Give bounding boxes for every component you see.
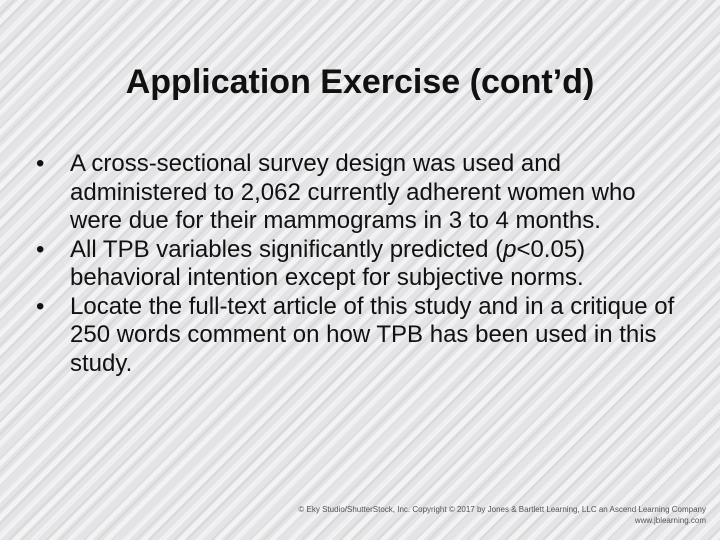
bullet-text: All TPB variables significantly predicted ( bbox=[70, 235, 504, 263]
bullet-italic-text: p bbox=[503, 235, 517, 263]
bullet-item-1 bbox=[36, 150, 686, 236]
bullet-list bbox=[36, 150, 686, 378]
copyright-notice bbox=[186, 504, 706, 526]
bullet-text-continued: <0.05) behavioral intention except for subjective norms. bbox=[70, 235, 586, 291]
bullet-marker: • bbox=[36, 150, 45, 177]
publisher-url: www.jblearning.com bbox=[634, 516, 706, 525]
bullet-text: Locate the full-text article of this study and in a critique of 250 words comment on how TPB has been used in this study. bbox=[70, 292, 675, 377]
bullet-marker: • bbox=[36, 235, 45, 263]
bullet-item-2 bbox=[36, 236, 686, 293]
slide-title: Application Exercise (cont’d) bbox=[125, 63, 595, 101]
bullet-item-3 bbox=[36, 293, 686, 379]
bullet-text: A cross-sectional survey design was used and administered to 2,062 currently adherent women who were due for their mammograms in 3 to 4 months. bbox=[70, 150, 636, 234]
bullet-marker: • bbox=[36, 292, 45, 320]
copyright-line: © Eky Studio/ShutterStock, Inc. Copyright © 2017 by Jones & Bartlett Learning, LLC an Ascend Learning Company bbox=[298, 505, 706, 514]
